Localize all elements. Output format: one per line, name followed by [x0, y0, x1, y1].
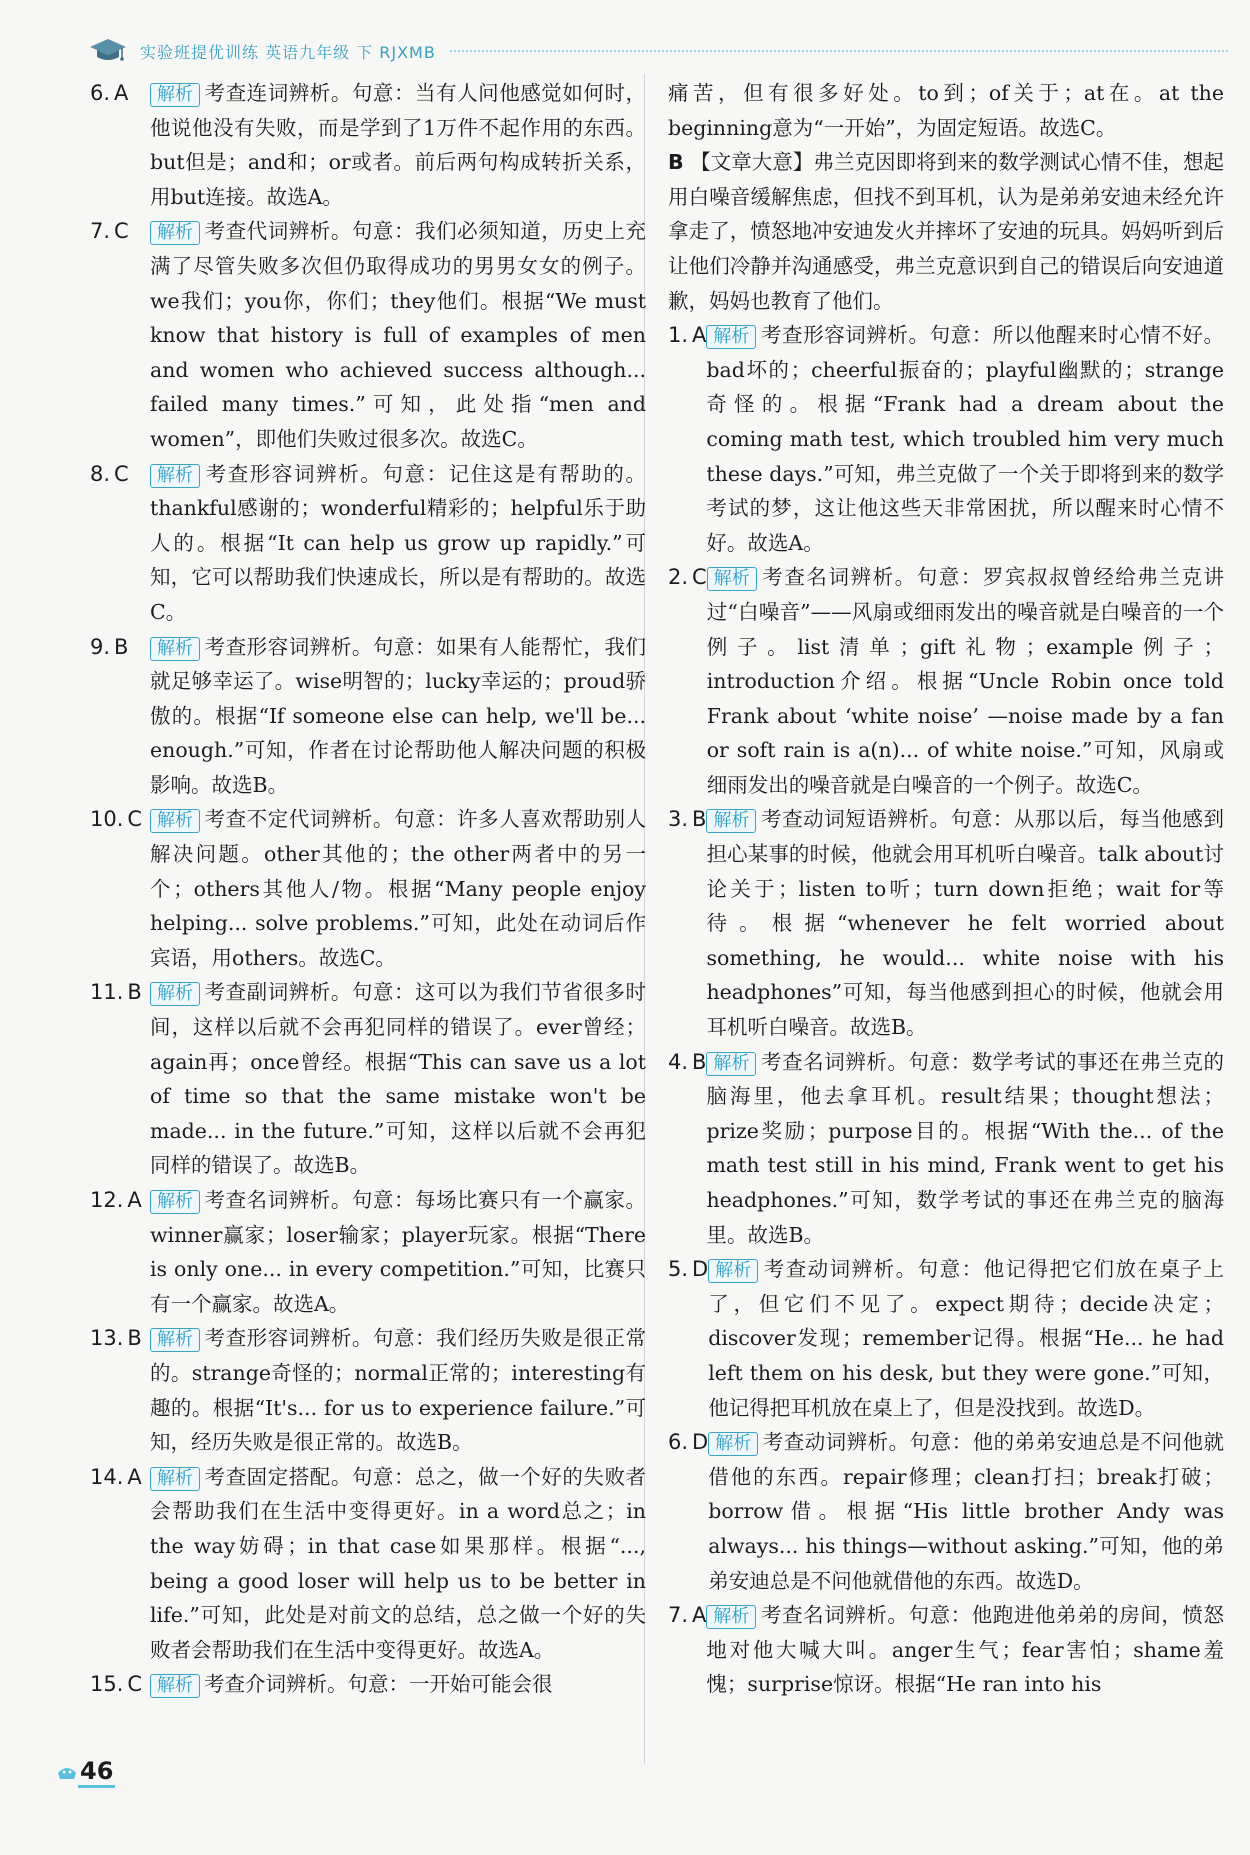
item-number: 5. D: [668, 1257, 709, 1282]
answer-item: [668, 318, 1224, 560]
item-number: 7. A: [668, 1603, 707, 1628]
section-b-summary: [668, 145, 1224, 318]
answer-item: [90, 975, 646, 1183]
mascot-icon: [56, 1761, 78, 1783]
item-text: 考查名词辨析。句意：罗宾叔叔曾经给弗兰克讲过“白噪音”——风扇或细雨发出的噪音就是白噪音的一个例子。list清单；gift礼物；example例子；introduction介绍。根据“Uncle Robin once told Frank about ‘white noise’ —noise made by a fan or soft rain is a(n)... of white noise.”可知，风扇或细雨发出的噪音就是白噪音的一个例子。故选C。: [706, 565, 1224, 797]
item-number: 8. C: [90, 461, 129, 486]
analysis-tag: 解析: [150, 809, 200, 833]
answer-item: [668, 1252, 1224, 1425]
item-text: 考查动词辨析。句意：他记得把它们放在桌子上了，但它们不见了。expect期待；decide决定；discover发现；remember记得。根据“He... he had left them on his desk, but they were gone.”可知，他记得把耳机放在桌上了，但是没找到。故选D。: [708, 1257, 1224, 1420]
analysis-tag: 解析: [150, 1467, 200, 1491]
item-number: 15. C: [90, 1672, 143, 1697]
item-number: 12. A: [90, 1188, 142, 1212]
answer-item: [668, 802, 1224, 1044]
item-text: 考查连词辨析。句意：当有人问他感觉如何时，他说他没有失败，而是学到了1万件不起作用的东西。but但是；and和；or或者。前后两句构成转折关系，用but连接。故选A。: [150, 81, 646, 209]
item-number: 6. D: [668, 1430, 709, 1455]
answer-item: [90, 1460, 646, 1668]
item-number: 9. B: [90, 634, 129, 659]
page-number-text: 46: [78, 1757, 115, 1788]
item-number: 3. B: [668, 807, 707, 832]
header-title: 实验班提优训练 英语九年级 下 RJXMB: [140, 42, 436, 62]
item-text: 考查名词辨析。句意：数学考试的事还在弗兰克的脑海里，他去拿耳机。result结果；thought想法；prize奖励；purpose目的。根据“With the... of the math test still in his mind, Frank went to get his headphones.”可知，数学考试的事还在弗兰克的脑海里。故选B。: [706, 1049, 1224, 1247]
answer-item: [90, 1183, 646, 1321]
answer-item: [90, 1667, 646, 1702]
page-header: [88, 36, 1228, 66]
answer-item: [90, 214, 646, 456]
item-number: 11. B: [90, 980, 142, 1005]
item-text: 考查形容词辨析。句意：我们经历失败是很正常的。strange奇怪的；normal正常的；interesting有趣的。根据“It's... for us to experience failure.”可知，经历失败是很正常的。故选B。: [150, 1326, 646, 1455]
answer-item: [90, 76, 646, 214]
graduation-cap-logo-icon: [88, 36, 128, 66]
section-summary-text: 弗兰克因即将到来的数学测试心情不佳，想起用白噪音缓解焦虑，但找不到耳机，认为是弟弟安迪未经允许拿走了，愤怒地冲安迪发火并摔坏了安迪的玩具。妈妈听到后让他们冷静并沟通感受，弗兰克意识到自己的错误后向安迪道歉，妈妈也教育了他们。: [668, 150, 1225, 313]
page-number: [56, 1750, 115, 1794]
answer-item: [668, 1425, 1224, 1598]
item-number: 6. A: [90, 81, 129, 105]
item-text: 考查副词辨析。句意：这可以为我们节省很多时间，这样以后就不会再犯同样的错误了。ever曾经；again再；once曾经。根据“This can save us a lot of time so that the same mistake won't be made... in the future.”可知，这样以后就不会再犯同样的错误了。故选B。: [150, 980, 646, 1178]
item-number: 13. B: [90, 1326, 142, 1351]
item-number: 2. C: [668, 565, 707, 590]
header-divider: [450, 50, 1228, 52]
item-text: 考查名词辨析。句意：他跑进他弟弟的房间，愤怒地对他大喊大叫。anger生气；fear害怕；shame羞愧；surprise惊讶。根据“He ran into his: [706, 1603, 1224, 1697]
analysis-tag: 解析: [150, 83, 200, 107]
analysis-tag: 解析: [150, 221, 200, 245]
analysis-tag: 解析: [707, 567, 757, 591]
right-column: [668, 76, 1224, 1702]
answer-item: [90, 802, 646, 975]
analysis-tag: 解析: [708, 1259, 758, 1283]
analysis-tag: 解析: [706, 809, 756, 833]
analysis-tag: 解析: [150, 1328, 200, 1352]
analysis-tag: 解析: [706, 325, 756, 349]
answer-item: [90, 1321, 646, 1459]
item-text: 考查动词辨析。句意：他的弟弟安迪总是不问他就借他的东西。repair修理；clean打扫；break打破；borrow借。根据“His little brother Andy was always... his things—without asking.”可知，他的弟弟安迪总是不问他就借他的东西。故选D。: [708, 1430, 1224, 1593]
analysis-tag: 解析: [150, 637, 200, 661]
item-text: 考查形容词辨析。句意：如果有人能帮忙，我们就足够幸运了。wise明智的；lucky幸运的；proud骄傲的。根据“If someone else can help, we'll be... enough.”可知，作者在讨论帮助他人解决问题的积极影响。故选B。: [150, 634, 646, 797]
item-text: 考查形容词辨析。句意：所以他醒来时心情不好。bad坏的；cheerful振奋的；playful幽默的；strange奇怪的。根据“Frank had a dream about the coming math test, which troubled him very much these days.”可知，弗兰克做了一个关于即将到来的数学考试的梦，这让他这些天非常困扰，所以醒来时心情不好。故选A。: [706, 323, 1224, 555]
left-column: [90, 76, 646, 1702]
item-text: 考查不定代词辨析。句意：许多人喜欢帮助别人解决问题。other其他的；the other两者中的另一个；others其他人/物。根据“Many people enjoy helping... solve problems.”可知，此处在动词后作宾语，用others。故选C。: [150, 807, 646, 970]
item-text: 考查形容词辨析。句意：记住这是有帮助的。thankful感谢的；wonderful精彩的；helpful乐于助人的。根据“It can help us grow up rapidly.”可知，它可以帮助我们快速成长，所以是有帮助的。故选C。: [150, 461, 646, 624]
section-label: B: [668, 150, 684, 175]
analysis-tag: 解析: [150, 1190, 200, 1214]
item-text: 考查名词辨析。句意：每场比赛只有一个赢家。winner赢家；loser输家；player玩家。根据“There is only one... in every competition.”可知，比赛只有一个赢家。故选A。: [150, 1188, 646, 1316]
analysis-tag: 解析: [708, 1432, 758, 1456]
section-heading: 【文章大意】: [690, 150, 814, 175]
item-number: 1. A: [668, 323, 707, 348]
item-text: 考查动词短语辨析。句意：从那以后，每当他感到担心某事的时候，他就会用耳机听白噪音。talk about讨论关于；listen to听；turn down拒绝；wait for等待。根据“whenever he felt worried about something, he would... white noise with his headphones”可知，每当他感到担心的时候，他就会用耳机听白噪音。故选B。: [706, 807, 1224, 1040]
analysis-tag: 解析: [706, 1605, 756, 1629]
item-text: 考查代词辨析。句意：我们必须知道，历史上充满了尽管失败多次但仍取得成功的男男女女的例子。we我们；you你，你们；they他们。根据“We must know that history is full of examples of men and women who achieved success although... failed many times.”可知，此处指“men and women”，即他们失败过很多次。故选C。: [150, 219, 646, 451]
answer-item: [90, 457, 646, 630]
continuation-text: 痛苦，但有很多好处。to到；of关于；at在。at the beginning意为“一开始”，为固定短语。故选C。: [668, 81, 1224, 140]
item-number: 10. C: [90, 807, 143, 832]
item-text: 考查固定搭配。句意：总之，做一个好的失败者会帮助我们在生活中变得更好。in a word总之；in the way妨碍；in that case如果那样。根据“..., being a good loser will help us to be better in life.”可知，此处是对前文的总结，总之做一个好的失败者会帮助我们在生活中变得更好。故选A。: [150, 1464, 646, 1662]
answer-item: [668, 1598, 1224, 1702]
analysis-tag: 解析: [150, 464, 200, 488]
answer-item: [90, 630, 646, 803]
analysis-tag: 解析: [150, 1674, 200, 1698]
analysis-tag: 解析: [706, 1052, 756, 1076]
answer-item: [668, 560, 1224, 802]
item-number: 14. A: [90, 1464, 142, 1489]
item-text: 考查介词辨析。句意：一开始可能会很: [204, 1672, 553, 1697]
item-number: 7. C: [90, 219, 129, 244]
answer-item: [668, 1045, 1224, 1253]
item-number: 4. B: [668, 1049, 707, 1074]
analysis-tag: 解析: [150, 982, 200, 1006]
